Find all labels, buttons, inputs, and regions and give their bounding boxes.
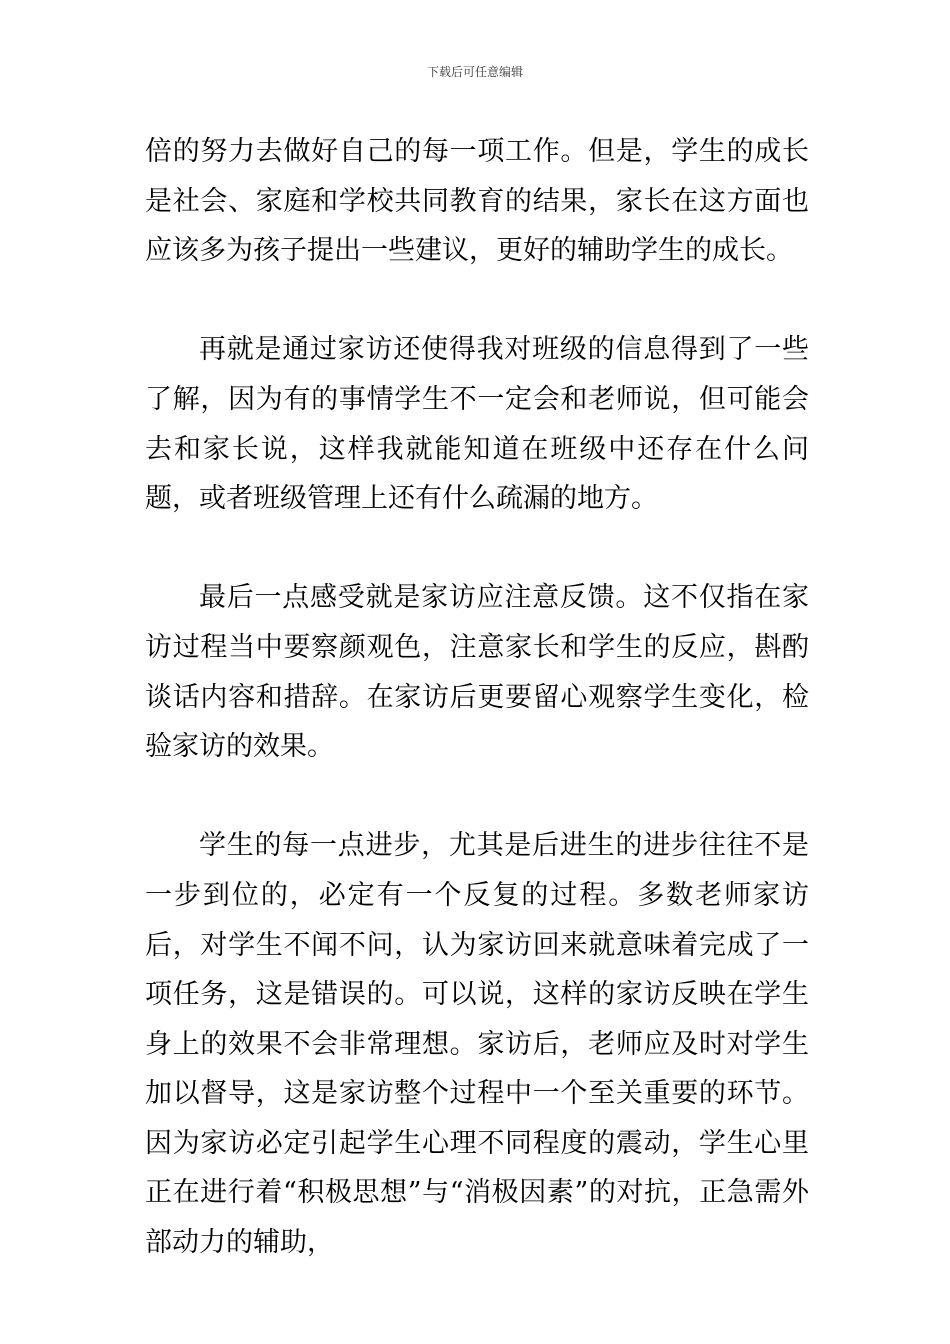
paragraph-2: 再就是通过家访还使得我对班级的信息得到了一些了解，因为有的事情学生不一定会和老师说，但可能会去和家长说，这样我就能知道在班级中还存在什么问题，或者班级管理上还有什么疏漏的地方。 [145,334,809,515]
paragraph-1: 倍的努力去做好自己的每一项工作。但是，学生的成长是社会、家庭和学校共同教育的结果，家长在这方面也应该多为孩子提出一些建议，更好的辅助学生的成长。 [145,136,809,267]
paragraph-3: 最后一点感受就是家访应注意反馈。这不仅指在家访过程当中要察颜观色，注意家长和学生的反应，斟酌谈话内容和措辞。在家访后更要留心观察学生变化，检验家访的效果。 [145,582,809,763]
page-header: 下载后可任意编辑 [426,65,523,79]
document-body [145,127,809,1268]
paragraph-4: 学生的每一点进步，尤其是后进生的进步往往不是一步到位的，必定有一个反复的过程。多数老师家访后，对学生不闻不问，认为家访回来就意味着完成了一项任务，这是错误的。可以说，这样的家访反映在学生身上的效果不会非常理想。家访后，老师应及时对学生加以督导，这是家访整个过程中一个至关重要的环节。因为家访必定引起学生心理不同程度的震动，学生心里正在进行着“积极思想”与“消极因素”的对抗，正急需外部动力的辅助， [145,830,809,1259]
